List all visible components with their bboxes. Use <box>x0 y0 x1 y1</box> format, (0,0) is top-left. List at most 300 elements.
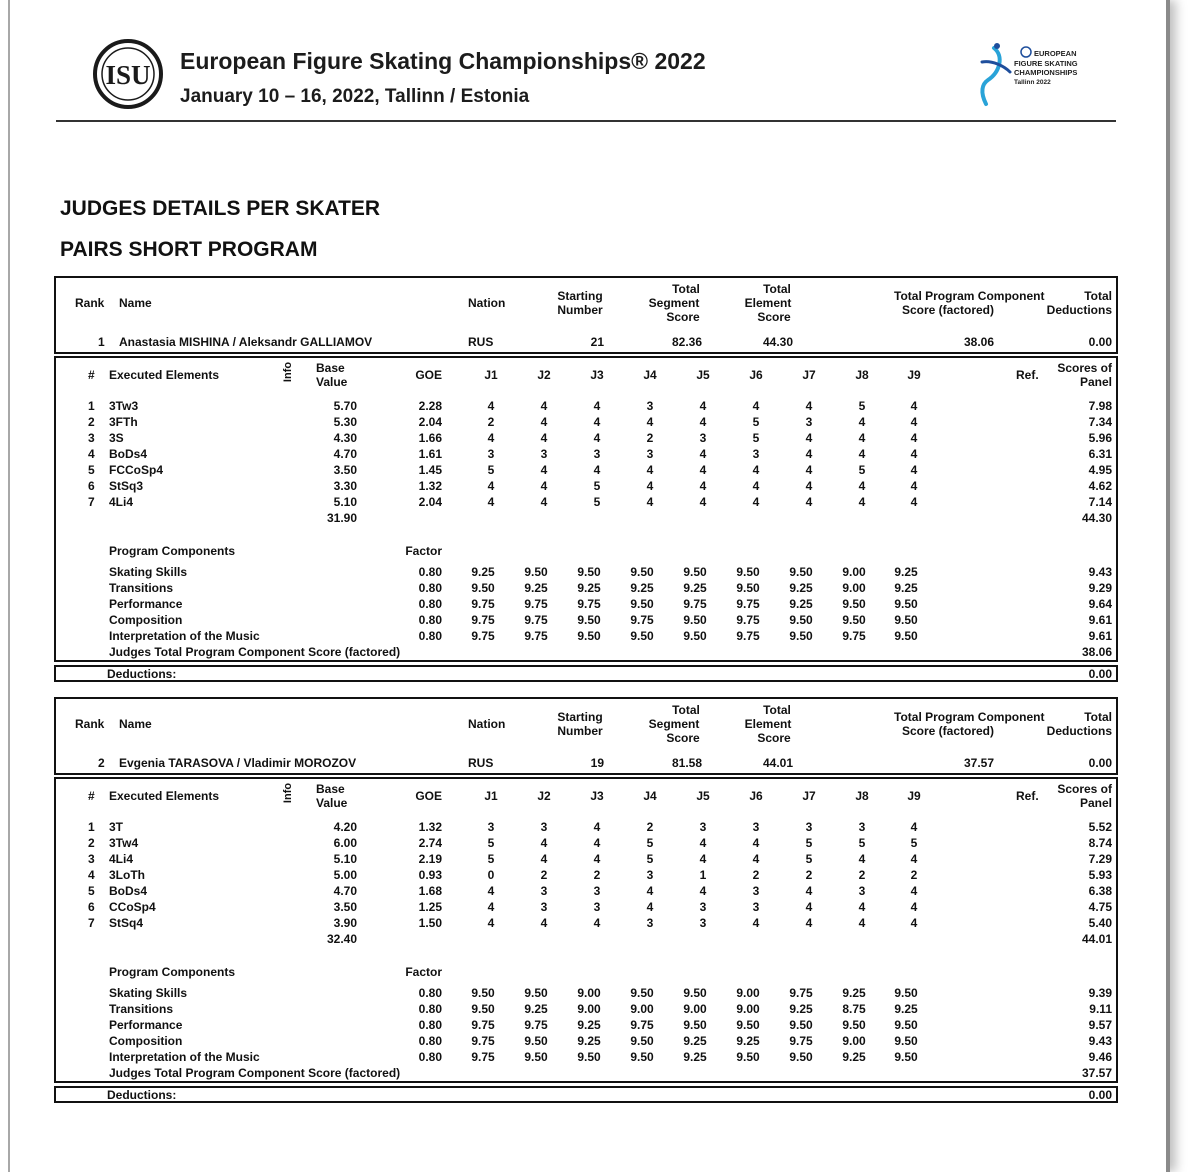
component-factor: 0.80 <box>418 986 442 1000</box>
element-judge-score: 4 <box>910 495 918 509</box>
component-judge-score: 9.75 <box>471 629 495 643</box>
svg-text:ISU: ISU <box>105 60 151 90</box>
element-judge-score: 2 <box>593 868 601 882</box>
element-goe: 2.19 <box>418 852 442 866</box>
element-judge-score: 4 <box>858 852 866 866</box>
judges-total-pcs-label: Judges Total Program Component Score (factored) <box>109 645 401 659</box>
component-judge-score: 9.25 <box>524 581 548 595</box>
nation-header: Nation <box>468 296 506 310</box>
component-judge-score: 9.25 <box>842 1050 866 1064</box>
base-value-total: 31.90 <box>326 511 357 525</box>
element-base-value: 5.10 <box>333 852 357 866</box>
component-judge-score: 9.50 <box>630 565 654 579</box>
component-judge-score: 9.75 <box>471 597 495 611</box>
component-judge-score: 9.75 <box>577 597 601 611</box>
component-judge-score: 9.25 <box>842 986 866 1000</box>
element-number: 4 <box>88 868 95 882</box>
pcs-header-1: Total Program Component <box>894 289 1045 303</box>
element-goe: 1.66 <box>418 431 442 445</box>
component-judge-score: 9.50 <box>789 1050 813 1064</box>
element-judge-score: 4 <box>487 399 495 413</box>
judge-header-3: J3 <box>590 789 604 803</box>
element-judge-score: 3 <box>752 900 760 914</box>
component-factor: 0.80 <box>418 597 442 611</box>
ref-header: Ref. <box>1016 789 1039 803</box>
tss-header-2: Segment <box>648 296 700 310</box>
goe-header: GOE <box>415 789 442 803</box>
component-judge-score: 9.75 <box>524 1018 548 1032</box>
component-judge-score: 9.50 <box>894 1018 918 1032</box>
component-judge-score: 9.25 <box>683 581 707 595</box>
deductions-label: Deductions: <box>107 1088 177 1102</box>
element-score-total: 44.30 <box>1081 511 1112 525</box>
element-judge-score: 3 <box>805 415 813 429</box>
element-judge-score: 4 <box>858 479 866 493</box>
element-judge-score: 4 <box>593 836 601 850</box>
element-judge-score: 4 <box>858 900 866 914</box>
element-judge-score: 2 <box>752 868 760 882</box>
skater-nation: RUS <box>468 756 494 770</box>
total-segment-score: 82.36 <box>671 335 702 349</box>
element-judge-score: 5 <box>858 836 866 850</box>
judge-header-1: J1 <box>484 789 498 803</box>
component-judge-score: 9.75 <box>524 629 548 643</box>
element-judge-score: 4 <box>593 399 601 413</box>
element-judge-score: 5 <box>910 836 918 850</box>
element-judge-score: 4 <box>646 900 654 914</box>
deductions-header-1: Total <box>1084 710 1112 724</box>
total-program-component-score: 37.57 <box>963 756 994 770</box>
component-judge-score: 9.50 <box>471 986 495 1000</box>
component-factor: 0.80 <box>418 565 442 579</box>
element-judge-score: 3 <box>540 447 548 461</box>
element-panel-score: 5.96 <box>1088 431 1112 445</box>
component-judge-score: 9.50 <box>789 613 813 627</box>
component-panel-score: 9.43 <box>1088 1034 1112 1048</box>
deductions-header-2: Deductions <box>1046 303 1112 317</box>
component-judge-score: 9.50 <box>894 986 918 1000</box>
element-judge-score: 4 <box>540 495 548 509</box>
component-judge-score: 9.75 <box>524 597 548 611</box>
tss-header-3: Score <box>666 310 700 324</box>
element-judge-score: 4 <box>752 479 760 493</box>
component-judge-score: 9.50 <box>789 629 813 643</box>
rank-header: Rank <box>75 296 105 310</box>
executed-elements-header: Executed Elements <box>109 789 220 803</box>
scores-of-panel-header-2: Panel <box>1079 375 1112 389</box>
element-judge-score: 3 <box>646 447 654 461</box>
skater-name: Anastasia MISHINA / Aleksandr GALLIAMOV <box>119 335 373 349</box>
element-goe: 1.32 <box>418 820 442 834</box>
component-judge-score: 9.25 <box>577 1018 601 1032</box>
element-judge-score: 3 <box>699 431 707 445</box>
element-judge-score: 4 <box>858 431 866 445</box>
deductions-header-2: Deductions <box>1046 724 1112 738</box>
element-judge-score: 0 <box>487 868 495 882</box>
element-judge-score: 3 <box>699 916 707 930</box>
element-judge-score: 5 <box>487 463 495 477</box>
svg-text:FIGURE SKATING: FIGURE SKATING <box>1014 59 1078 68</box>
element-judge-score: 4 <box>805 431 813 445</box>
element-judge-score: 3 <box>646 916 654 930</box>
component-judge-score: 9.25 <box>630 581 654 595</box>
element-judge-score: 4 <box>752 852 760 866</box>
name-header: Name <box>119 717 152 731</box>
component-panel-score: 9.43 <box>1088 565 1112 579</box>
element-judge-score: 4 <box>593 916 601 930</box>
component-judge-score: 9.75 <box>789 1034 813 1048</box>
element-number: 5 <box>88 463 95 477</box>
judge-header-2: J2 <box>537 789 551 803</box>
element-judge-score: 4 <box>699 884 707 898</box>
element-base-value: 4.70 <box>333 447 357 461</box>
judge-header-5: J5 <box>696 789 710 803</box>
element-judge-score: 4 <box>910 884 918 898</box>
component-judge-score: 9.00 <box>577 1002 601 1016</box>
component-judge-score: 9.00 <box>842 565 866 579</box>
component-factor: 0.80 <box>418 1034 442 1048</box>
judge-header-4: J4 <box>643 789 657 803</box>
total-deductions: 0.00 <box>1088 756 1112 770</box>
element-judge-score: 3 <box>699 820 707 834</box>
element-number: 6 <box>88 479 95 493</box>
component-judge-score: 9.50 <box>894 1050 918 1064</box>
component-judge-score: 9.25 <box>524 1002 548 1016</box>
element-judge-score: 4 <box>910 399 918 413</box>
element-judge-score: 3 <box>699 900 707 914</box>
element-number-header: # <box>88 789 95 803</box>
component-judge-score: 9.75 <box>789 986 813 1000</box>
component-judge-score: 9.75 <box>736 629 760 643</box>
deductions-value: 0.00 <box>1088 667 1112 681</box>
element-panel-score: 7.34 <box>1088 415 1112 429</box>
element-code: 4Li4 <box>109 495 134 509</box>
element-judge-score: 4 <box>910 900 918 914</box>
total-program-component-score: 38.06 <box>963 335 994 349</box>
element-judge-score: 5 <box>487 852 495 866</box>
component-judge-score: 9.25 <box>736 1034 760 1048</box>
element-number: 7 <box>88 916 95 930</box>
element-judge-score: 5 <box>646 836 654 850</box>
component-judge-score: 9.25 <box>471 565 495 579</box>
element-panel-score: 7.29 <box>1088 852 1112 866</box>
tes-header-3: Score <box>757 310 791 324</box>
component-judge-score: 9.50 <box>630 1050 654 1064</box>
element-judge-score: 4 <box>487 479 495 493</box>
element-judge-score: 5 <box>805 852 813 866</box>
element-judge-score: 4 <box>805 495 813 509</box>
component-name: Performance <box>109 1018 183 1032</box>
element-judge-score: 2 <box>646 431 654 445</box>
tes-header-2: Element <box>744 717 792 731</box>
element-code: CCoSp4 <box>109 900 156 914</box>
element-judge-score: 4 <box>593 852 601 866</box>
element-goe: 1.68 <box>418 884 442 898</box>
element-judge-score: 4 <box>487 884 495 898</box>
tss-header-3: Score <box>666 731 700 745</box>
element-judge-score: 3 <box>858 884 866 898</box>
component-judge-score: 9.50 <box>683 986 707 1000</box>
component-factor: 0.80 <box>418 613 442 627</box>
element-goe: 0.93 <box>418 868 442 882</box>
pcs-header-2: Score (factored) <box>901 724 994 738</box>
element-judge-score: 2 <box>540 868 548 882</box>
element-judge-score: 4 <box>910 820 918 834</box>
component-judge-score: 9.50 <box>683 629 707 643</box>
element-number: 1 <box>88 399 95 413</box>
element-judge-score: 5 <box>805 836 813 850</box>
component-judge-score: 9.75 <box>471 1034 495 1048</box>
skater-rank: 1 <box>98 335 105 349</box>
element-judge-score: 4 <box>752 399 760 413</box>
component-name: Skating Skills <box>109 565 188 579</box>
element-judge-score: 4 <box>752 463 760 477</box>
component-judge-score: 9.25 <box>789 597 813 611</box>
component-name: Skating Skills <box>109 986 188 1000</box>
element-code: 4Li4 <box>109 852 134 866</box>
event-dates: January 10 – 16, 2022, Tallinn / Estonia <box>180 86 530 107</box>
element-judge-score: 2 <box>646 820 654 834</box>
element-panel-score: 5.52 <box>1088 820 1112 834</box>
element-number: 2 <box>88 836 95 850</box>
judge-header-3: J3 <box>590 368 604 382</box>
element-number: 1 <box>88 820 95 834</box>
scores-of-panel-header-1: Scores of <box>1057 361 1112 375</box>
element-judge-score: 2 <box>487 415 495 429</box>
component-panel-score: 9.29 <box>1088 581 1112 595</box>
component-judge-score: 9.50 <box>630 1034 654 1048</box>
nation-header: Nation <box>468 717 506 731</box>
element-panel-score: 7.14 <box>1088 495 1112 509</box>
element-judge-score: 4 <box>540 399 548 413</box>
total-segment-score: 81.58 <box>671 756 702 770</box>
component-judge-score: 9.75 <box>630 1018 654 1032</box>
info-header: Info <box>282 361 295 383</box>
element-goe: 1.32 <box>418 479 442 493</box>
element-number: 3 <box>88 431 95 445</box>
deductions-header-1: Total <box>1084 289 1112 303</box>
component-judge-score: 9.50 <box>789 565 813 579</box>
element-judge-score: 4 <box>646 463 654 477</box>
component-judge-score: 9.75 <box>736 597 760 611</box>
judge-header-8: J8 <box>855 789 869 803</box>
component-judge-score: 9.75 <box>630 613 654 627</box>
component-judge-score: 9.25 <box>894 565 918 579</box>
factor-header: Factor <box>405 544 442 558</box>
championship-emblem <box>974 42 1094 112</box>
component-panel-score: 9.46 <box>1088 1050 1112 1064</box>
event-header <box>56 34 1116 122</box>
component-judge-score: 9.25 <box>789 1002 813 1016</box>
element-judge-score: 4 <box>805 884 813 898</box>
deductions-label: Deductions: <box>107 667 177 681</box>
element-judge-score: 4 <box>752 836 760 850</box>
event-title: European Figure Skating Championships® 2022 <box>180 48 706 74</box>
judges-total-pcs-value: 38.06 <box>1081 645 1112 659</box>
element-panel-score: 8.74 <box>1088 836 1112 850</box>
element-judge-score: 4 <box>540 836 548 850</box>
element-judge-score: 1 <box>699 868 707 882</box>
element-code: StSq4 <box>109 916 144 930</box>
element-judge-score: 3 <box>646 868 654 882</box>
component-factor: 0.80 <box>418 1050 442 1064</box>
info-header: Info <box>282 782 295 804</box>
element-judge-score: 2 <box>805 868 813 882</box>
element-code: 3Tw3 <box>109 399 139 413</box>
component-name: Interpretation of the Music <box>109 1050 260 1064</box>
total-deductions: 0.00 <box>1088 335 1112 349</box>
component-judge-score: 9.50 <box>842 597 866 611</box>
component-judge-score: 9.50 <box>524 1050 548 1064</box>
scores-of-panel-header-2: Panel <box>1079 796 1112 810</box>
tss-header-2: Segment <box>648 717 700 731</box>
component-judge-score: 9.50 <box>630 597 654 611</box>
component-judge-score: 9.75 <box>683 597 707 611</box>
svg-text:Tallinn 2022: Tallinn 2022 <box>1014 79 1051 86</box>
element-base-value: 3.50 <box>333 463 357 477</box>
component-judge-score: 9.75 <box>524 613 548 627</box>
element-judge-score: 5 <box>487 836 495 850</box>
element-judge-score: 4 <box>540 431 548 445</box>
starting-number: 19 <box>590 756 604 770</box>
isu-logo <box>92 38 164 110</box>
element-goe: 2.28 <box>418 399 442 413</box>
element-judge-score: 3 <box>540 900 548 914</box>
element-judge-score: 5 <box>858 399 866 413</box>
element-number: 7 <box>88 495 95 509</box>
component-name: Transitions <box>109 581 174 595</box>
component-judge-score: 9.50 <box>630 629 654 643</box>
element-judge-score: 5 <box>593 479 601 493</box>
component-judge-score: 9.50 <box>471 1002 495 1016</box>
starting-number-header-2: Number <box>557 303 603 317</box>
component-panel-score: 9.61 <box>1088 613 1112 627</box>
component-judge-score: 9.75 <box>842 629 866 643</box>
judge-header-1: J1 <box>484 368 498 382</box>
element-judge-score: 4 <box>487 916 495 930</box>
starting-number-header-2: Number <box>557 724 603 738</box>
component-judge-score: 9.75 <box>471 1018 495 1032</box>
element-base-value: 5.70 <box>333 399 357 413</box>
component-name: Performance <box>109 597 183 611</box>
component-judge-score: 9.25 <box>577 581 601 595</box>
element-base-value: 4.30 <box>333 431 357 445</box>
tss-header-1: Total <box>672 703 700 717</box>
element-goe: 1.25 <box>418 900 442 914</box>
element-judge-score: 3 <box>858 820 866 834</box>
component-factor: 0.80 <box>418 629 442 643</box>
component-judge-score: 9.50 <box>894 629 918 643</box>
element-judge-score: 4 <box>910 447 918 461</box>
element-judge-score: 4 <box>593 463 601 477</box>
component-judge-score: 9.50 <box>630 986 654 1000</box>
element-goe: 1.45 <box>418 463 442 477</box>
element-code: 3T <box>109 820 124 834</box>
component-judge-score: 9.25 <box>894 1002 918 1016</box>
element-goe: 1.61 <box>418 447 442 461</box>
component-judge-score: 9.25 <box>683 1050 707 1064</box>
element-judge-score: 3 <box>593 447 601 461</box>
component-judge-score: 9.50 <box>577 565 601 579</box>
element-judge-score: 4 <box>593 431 601 445</box>
element-judge-score: 4 <box>910 415 918 429</box>
tes-header-1: Total <box>763 703 791 717</box>
element-judge-score: 5 <box>646 852 654 866</box>
element-judge-score: 4 <box>540 916 548 930</box>
element-panel-score: 5.40 <box>1088 916 1112 930</box>
tes-header-1: Total <box>763 282 791 296</box>
element-judge-score: 4 <box>805 447 813 461</box>
component-judge-score: 9.50 <box>577 629 601 643</box>
element-judge-score: 3 <box>487 820 495 834</box>
element-base-value: 3.30 <box>333 479 357 493</box>
base-value-total: 32.40 <box>326 932 357 946</box>
element-goe: 2.04 <box>418 495 442 509</box>
element-judge-score: 4 <box>593 415 601 429</box>
component-judge-score: 9.50 <box>524 986 548 1000</box>
element-base-value: 3.90 <box>333 916 357 930</box>
element-number: 4 <box>88 447 95 461</box>
element-judge-score: 2 <box>910 868 918 882</box>
element-number: 3 <box>88 852 95 866</box>
total-element-score: 44.01 <box>762 756 793 770</box>
starting-number-header-1: Starting <box>557 289 603 303</box>
component-judge-score: 9.50 <box>842 613 866 627</box>
element-judge-score: 4 <box>699 836 707 850</box>
component-panel-score: 9.39 <box>1088 986 1112 1000</box>
element-goe: 1.50 <box>418 916 442 930</box>
element-judge-score: 4 <box>752 916 760 930</box>
component-judge-score: 9.50 <box>736 1050 760 1064</box>
component-judge-score: 9.00 <box>842 1034 866 1048</box>
element-judge-score: 4 <box>910 852 918 866</box>
element-judge-score: 2 <box>858 868 866 882</box>
judge-header-6: J6 <box>749 789 763 803</box>
component-factor: 0.80 <box>418 1002 442 1016</box>
element-judge-score: 3 <box>487 447 495 461</box>
component-judge-score: 9.00 <box>683 1002 707 1016</box>
element-judge-score: 4 <box>910 463 918 477</box>
element-panel-score: 4.75 <box>1088 900 1112 914</box>
element-judge-score: 4 <box>487 900 495 914</box>
skater-nation: RUS <box>468 335 494 349</box>
judge-header-5: J5 <box>696 368 710 382</box>
rank-header: Rank <box>75 717 105 731</box>
component-judge-score: 9.50 <box>894 1034 918 1048</box>
svg-text:EUROPEAN: EUROPEAN <box>1034 49 1077 58</box>
tes-header-3: Score <box>757 731 791 745</box>
component-judge-score: 9.50 <box>736 581 760 595</box>
element-judge-score: 4 <box>910 479 918 493</box>
deductions-box <box>54 1086 1118 1103</box>
judge-header-8: J8 <box>855 368 869 382</box>
component-judge-score: 9.25 <box>789 581 813 595</box>
ref-header: Ref. <box>1016 368 1039 382</box>
component-panel-score: 9.61 <box>1088 629 1112 643</box>
element-base-value: 6.00 <box>333 836 357 850</box>
starting-number-header-1: Starting <box>557 710 603 724</box>
judge-header-2: J2 <box>537 368 551 382</box>
component-judge-score: 9.00 <box>736 986 760 1000</box>
element-panel-score: 5.93 <box>1088 868 1112 882</box>
component-judge-score: 9.50 <box>577 613 601 627</box>
element-judge-score: 4 <box>699 479 707 493</box>
deductions-box <box>54 665 1118 682</box>
component-panel-score: 9.64 <box>1088 597 1112 611</box>
element-judge-score: 4 <box>699 852 707 866</box>
deductions-value: 0.00 <box>1088 1088 1112 1102</box>
element-judge-score: 3 <box>805 820 813 834</box>
